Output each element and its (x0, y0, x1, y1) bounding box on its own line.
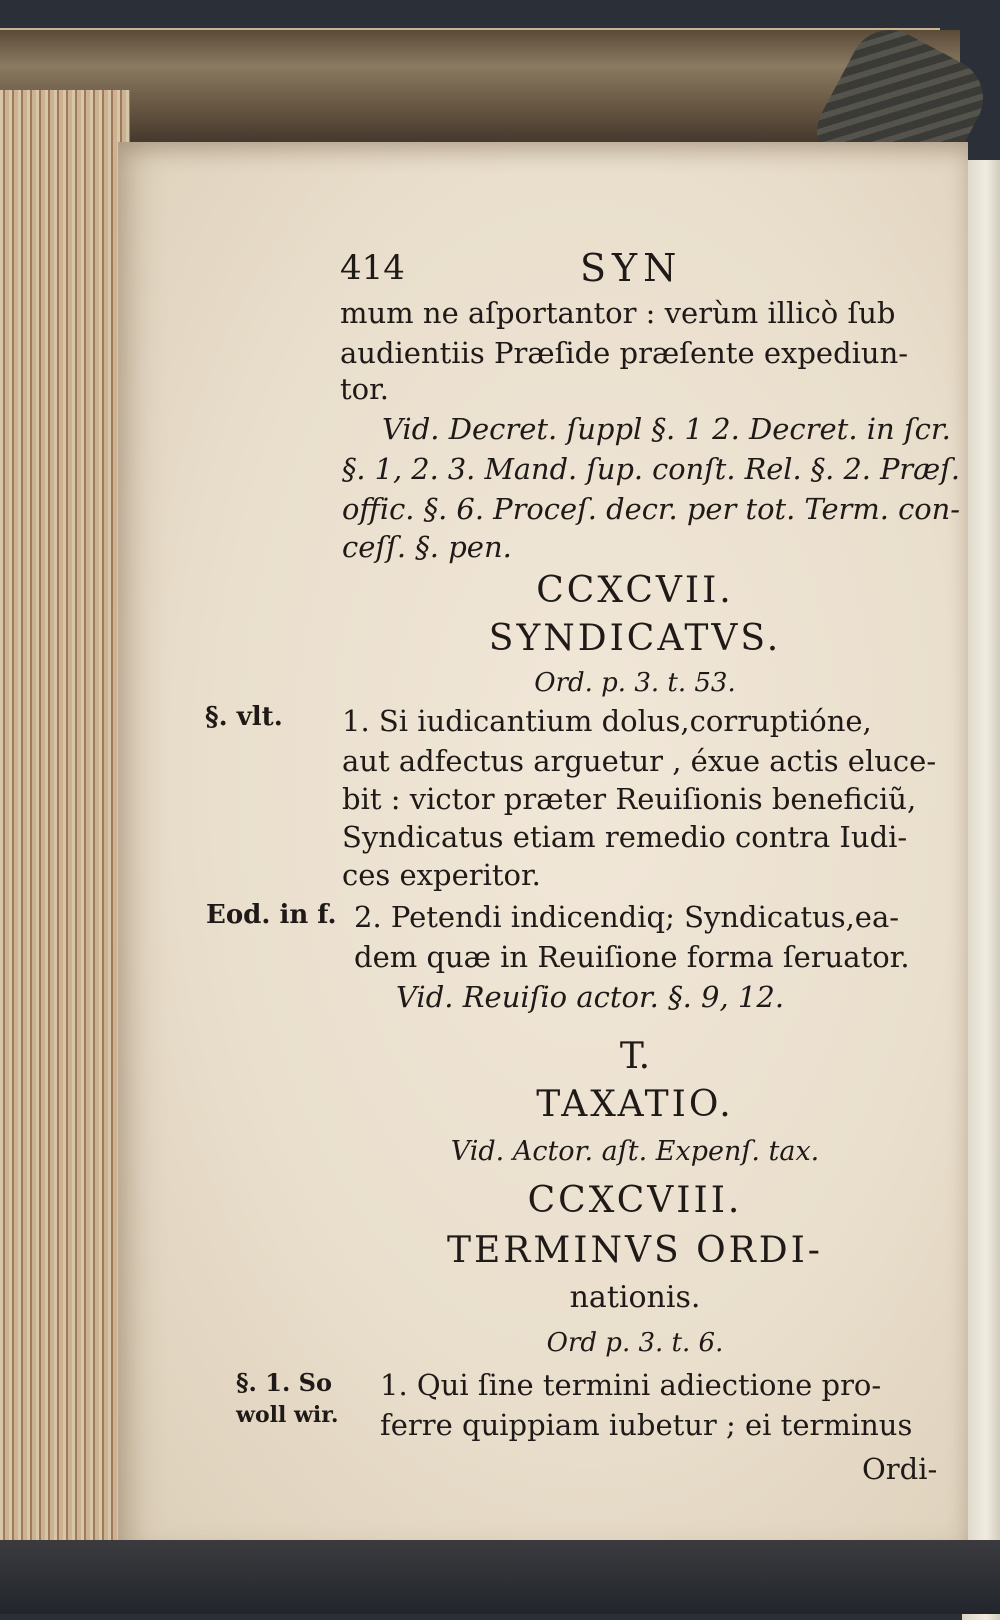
section-source: Ord. p. 3. t. 53. (534, 668, 736, 698)
reference-line: Vid. Reuiſio actor. §. 9, 12. (396, 980, 785, 1014)
text-line: 1. Qui ſine termini adiectione pro- (380, 1368, 882, 1402)
catchword: Ordi- (862, 1452, 938, 1486)
text-line: dem quæ in Reuiſione forma ſeruator. (354, 940, 910, 974)
text-line: tor. (340, 372, 390, 406)
page-number: 414 (340, 248, 405, 288)
section-numeral: CCXCVII. (536, 570, 734, 611)
margin-note: §. 1. So (236, 1368, 333, 1397)
section-title-continued: nationis. (569, 1280, 701, 1315)
margin-note: Eod. in f. (206, 900, 337, 930)
text-line: 2. Petendi indicendiq; Syndicatus,ea- (354, 900, 900, 934)
section-numeral: CCXCVIII. (527, 1180, 743, 1221)
running-head: SYN (580, 246, 683, 290)
margin-note: woll wir. (236, 1402, 339, 1428)
reference-line: Vid. Actor. aſt. Expenſ. tax. (450, 1136, 820, 1167)
reference-line: ceſſ. §. pen. (342, 530, 512, 564)
text-line: audientiis Præſide præſente expediun- (340, 336, 909, 370)
text-line: Syndicatus etiam remedio contra Iudi- (342, 820, 908, 854)
margin-note: §. vlt. (205, 702, 283, 732)
text-line: bit : victor præter Reuiſionis beneficiũ, (342, 782, 917, 816)
section-title: SYNDICATVS. (488, 618, 782, 659)
text-line: aut adfectus arguetur , éxue actis eluce- (342, 744, 937, 778)
text-line: ferre quippiam iubetur ; ei terminus (380, 1408, 913, 1442)
section-source: Ord p. 3. t. 6. (546, 1328, 724, 1358)
section-title: TAXATIO. (536, 1084, 734, 1125)
reference-line: offic. §. 6. Proceſ. decr. per tot. Term. con- (342, 492, 961, 526)
section-letter: T. (619, 1036, 651, 1077)
text-line: mum ne aſportantor : verùm illicò ſub (340, 296, 896, 330)
section-title: TERMINVS ORDI- (447, 1230, 823, 1271)
table-surface (0, 1540, 1000, 1614)
text-line: 1. Si iudicantium dolus,corruptióne, (342, 704, 872, 738)
reference-line: Vid. Decret. ſuppl §. 1 2. Decret. in ſcr. (382, 412, 951, 446)
left-page-stack (0, 90, 130, 1550)
reference-line: §. 1, 2. 3. Mand. ſup. conſt. Rel. §. 2. Præſ. (342, 452, 961, 486)
text-line: ces experitor. (342, 858, 541, 892)
